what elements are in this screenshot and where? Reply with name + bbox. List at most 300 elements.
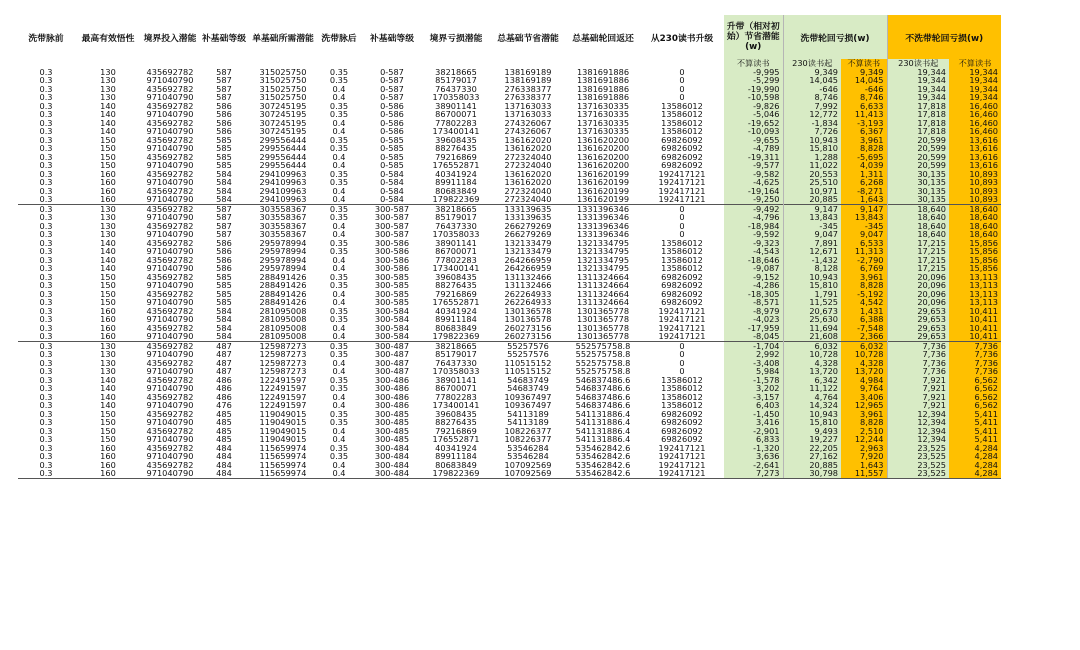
- table-cell: 131132466: [504, 281, 552, 290]
- table-cell: 137163033: [504, 110, 552, 119]
- table-cell: 22,205: [783, 444, 841, 453]
- table-cell: 0.4: [316, 469, 362, 478]
- table-cell: 0.35: [329, 281, 349, 290]
- table-cell: 0.3: [39, 238, 53, 247]
- table-cell: 38218665: [422, 204, 490, 213]
- table-cell: 192417121: [658, 332, 706, 341]
- table-cell: 262264933: [504, 289, 552, 298]
- table-cell: 131132466: [504, 272, 552, 281]
- table-cell: 295978994: [259, 255, 307, 264]
- table-cell: 79216869: [435, 426, 477, 435]
- table-cell: 89911184: [435, 315, 477, 324]
- table-cell: 266279269: [504, 221, 552, 230]
- table-cell: 546837486.6: [575, 392, 631, 401]
- table-cell: 107092569: [504, 460, 552, 469]
- table-cell: 0.3: [39, 443, 53, 452]
- table-cell: 0-586: [380, 110, 404, 119]
- table-cell: 138169189: [504, 76, 552, 85]
- table-cell: 130: [100, 350, 116, 359]
- table-cell: 10,728: [783, 350, 841, 359]
- table-cell: 20,553: [783, 170, 841, 179]
- table-cell: 69826092: [661, 272, 703, 281]
- table-cell: 13,113: [949, 281, 1001, 290]
- table-cell: 125987273: [259, 367, 307, 376]
- table-cell: 435692782: [142, 341, 198, 350]
- table-cell: 585: [216, 281, 232, 290]
- table-cell: 541131886.4: [575, 409, 631, 418]
- table-cell: 3,636: [724, 452, 783, 461]
- table-cell: 6,562: [949, 376, 1001, 385]
- table-cell: 1381691886: [576, 76, 630, 85]
- table-cell: 0.35: [329, 110, 349, 119]
- table-cell: 6,268: [841, 178, 887, 187]
- table-cell: 108226377: [504, 426, 552, 435]
- table-cell: 0.35: [329, 350, 349, 359]
- table-cell: 276338377: [504, 84, 552, 93]
- table-cell: 150: [100, 281, 116, 290]
- table-cell: 122491597: [259, 401, 307, 410]
- table-cell: 0.35: [329, 272, 349, 281]
- table-cell: 0-587: [380, 67, 404, 76]
- table-cell: 485: [216, 435, 232, 444]
- table-cell: 88276435: [435, 418, 477, 427]
- table-cell: 136162020: [504, 144, 552, 153]
- table-cell: 11,122: [783, 384, 841, 393]
- table-cell: 160: [100, 186, 116, 195]
- table-cell: 0.4: [332, 332, 346, 341]
- table-cell: 0.4: [332, 84, 346, 93]
- table-cell: 10,893: [949, 195, 1001, 204]
- table-cell: 130: [100, 221, 116, 230]
- table-cell: 300-586: [374, 264, 410, 273]
- table-cell: 288491426: [259, 289, 307, 298]
- table-cell: 260273156: [504, 323, 552, 332]
- table-cell: 5,411: [949, 410, 1001, 419]
- table-cell: 0.4: [332, 127, 346, 136]
- table-cell: 303558367: [259, 230, 307, 239]
- table-row: [18, 144, 1001, 153]
- table-cell: 16,460: [949, 127, 1001, 136]
- table-cell: 315025750: [259, 76, 307, 85]
- table-cell: 0.3: [39, 350, 53, 359]
- table-cell: 0: [679, 358, 685, 367]
- table-cell: 435692782: [146, 186, 194, 195]
- table-row: [18, 178, 1001, 187]
- table-cell: 300-587: [374, 213, 410, 222]
- table-cell: -9,826: [724, 102, 783, 111]
- table-cell: 122491597: [259, 384, 307, 393]
- table-cell: 19,344: [887, 93, 949, 102]
- table-cell: 6,388: [841, 315, 887, 324]
- table-cell: 160: [100, 306, 116, 315]
- table-cell: -10,093: [724, 127, 783, 136]
- table-cell: 0-584: [380, 178, 404, 187]
- table-cell: 140: [100, 375, 116, 384]
- table-cell: 130: [100, 84, 116, 93]
- table-cell: 13,113: [949, 273, 1001, 282]
- table-cell: 276338377: [504, 93, 552, 102]
- table-cell: 132133479: [504, 238, 552, 247]
- table-cell: 179822369: [432, 195, 480, 204]
- table-cell: 130136578: [504, 315, 552, 324]
- table-cell: 10,411: [949, 307, 1001, 316]
- table-cell: 487: [198, 341, 250, 350]
- table-cell: 6,562: [949, 401, 1001, 410]
- table-cell: 4,328: [783, 359, 841, 368]
- table-cell: 315025750: [259, 84, 307, 93]
- subheader-cell: 不算读书: [841, 59, 887, 68]
- table-cell: 27,162: [783, 452, 841, 461]
- table-cell: 19,227: [783, 435, 841, 444]
- table-cell: 586: [216, 238, 232, 247]
- table-cell: 0.3: [39, 332, 53, 341]
- table-cell: 0.3: [39, 306, 53, 315]
- table-cell: 0.35: [329, 418, 349, 427]
- table-cell: 14,045: [841, 76, 887, 85]
- table-cell: 30,135: [887, 187, 949, 196]
- table-cell: 0.3: [39, 435, 53, 444]
- table-cell: 0-584: [380, 169, 404, 178]
- table-cell: -1,834: [783, 119, 841, 128]
- table-cell: 69826092: [661, 152, 703, 161]
- table-cell: 971040790: [146, 315, 194, 324]
- table-cell: 585: [216, 144, 232, 153]
- table-cell: 140: [100, 247, 116, 256]
- table-cell: 9,147: [841, 204, 887, 213]
- table-cell: 1301365778: [576, 323, 630, 332]
- table-cell: 487: [216, 358, 232, 367]
- table-cell: 13586012: [661, 255, 703, 264]
- table-cell: 0.3: [39, 418, 53, 427]
- table-cell: 160: [100, 178, 116, 187]
- table-cell: 1331396346: [566, 204, 640, 213]
- subheader-cell: 不算读书: [949, 59, 1001, 68]
- table-cell: 6,367: [841, 127, 887, 136]
- table-cell: 140: [100, 392, 116, 401]
- table-cell: 54113189: [507, 409, 549, 418]
- table-cell: 0.3: [18, 204, 74, 213]
- table-cell: 192417121: [658, 452, 706, 461]
- table-cell: 140: [100, 401, 116, 410]
- table-cell: -5,192: [841, 290, 887, 299]
- table-cell: 0: [679, 367, 685, 376]
- table-cell: -5,046: [724, 110, 783, 119]
- table-cell: 300-487: [374, 358, 410, 367]
- table-cell: 13586012: [661, 101, 703, 110]
- table-cell: 3,406: [841, 393, 887, 402]
- table-cell: 69826092: [661, 298, 703, 307]
- table-cell: 77802283: [435, 255, 477, 264]
- table-cell: 20,885: [783, 195, 841, 204]
- table-cell: 17,215: [887, 239, 949, 248]
- table-cell: -3,157: [724, 393, 783, 402]
- table-cell: 25,510: [783, 178, 841, 187]
- table-cell: 6,833: [724, 435, 783, 444]
- table-cell: 15,856: [949, 239, 1001, 248]
- table-cell: 1311324664: [576, 281, 630, 290]
- table-cell: 0.3: [39, 118, 53, 127]
- table-cell: 13,113: [949, 290, 1001, 299]
- table-cell: 262264933: [504, 298, 552, 307]
- table-cell: 150: [100, 409, 116, 418]
- table-cell: 294109963: [259, 169, 307, 178]
- table-cell: 140: [100, 264, 116, 273]
- table-cell: 76437330: [435, 84, 477, 93]
- table-cell: -8,979: [724, 307, 783, 316]
- table-cell: 587: [216, 67, 232, 76]
- table-cell: 2,963: [841, 444, 887, 453]
- table-cell: 585: [216, 289, 232, 298]
- table-cell: 0.3: [39, 323, 53, 332]
- table-cell: 136162020: [504, 135, 552, 144]
- table-cell: 1,791: [783, 290, 841, 299]
- table-cell: 107092569: [490, 469, 566, 478]
- table-cell: 12,772: [783, 110, 841, 119]
- table-cell: 3,961: [841, 410, 887, 419]
- header-cell: 最高有效悟性: [81, 33, 135, 44]
- table-cell: -1,320: [724, 444, 783, 453]
- table-cell: 1331396346: [576, 230, 630, 239]
- table-cell: -9,995: [724, 68, 783, 77]
- table-cell: 86700071: [435, 384, 477, 393]
- table-cell: 176552871: [432, 435, 480, 444]
- table-cell: 77802283: [435, 392, 477, 401]
- table-cell: -10,598: [724, 93, 783, 102]
- table-cell: 552575758.8: [566, 341, 640, 350]
- table-cell: 971040790: [146, 76, 194, 85]
- table-cell: 1381691886: [576, 84, 630, 93]
- table-cell: 5,411: [949, 435, 1001, 444]
- table-cell: 11,525: [783, 298, 841, 307]
- table-cell: 300-584: [374, 306, 410, 315]
- table-row: [18, 247, 1001, 256]
- table-cell: 15,856: [949, 256, 1001, 265]
- table-cell: 300-587: [374, 221, 410, 230]
- table-cell: 0.35: [329, 144, 349, 153]
- table-row: [18, 230, 1001, 239]
- table-cell: -3,408: [724, 359, 783, 368]
- table-cell: 0.3: [39, 358, 53, 367]
- table-cell: 7,992: [783, 102, 841, 111]
- table-cell: 150: [100, 144, 116, 153]
- table-cell: 69826092: [661, 281, 703, 290]
- table-cell: 484: [216, 460, 232, 469]
- table-cell: 307245195: [259, 118, 307, 127]
- table-cell: 0.3: [39, 169, 53, 178]
- table-cell: 1321334795: [576, 264, 630, 273]
- table-cell: -18,305: [724, 290, 783, 299]
- table-cell: 435692782: [146, 426, 194, 435]
- table-row: [18, 239, 1001, 248]
- table-cell: 971040790: [146, 127, 194, 136]
- table-row: [18, 195, 1001, 204]
- table-cell: 281095008: [259, 332, 307, 341]
- table-cell: 0.3: [39, 460, 53, 469]
- table-cell: 0.3: [39, 289, 53, 298]
- table-cell: -345: [783, 222, 841, 231]
- table-cell: 584: [216, 195, 232, 204]
- table-cell: 971040790: [146, 367, 194, 376]
- table-cell: 0.3: [39, 401, 53, 410]
- table-cell: 0: [640, 341, 724, 350]
- table-cell: 4,284: [949, 444, 1001, 453]
- table-cell: 587: [216, 221, 232, 230]
- table-cell: 130: [100, 213, 116, 222]
- table-cell: 288491426: [259, 281, 307, 290]
- table-cell: 971040790: [146, 144, 194, 153]
- table-cell: 266279269: [504, 230, 552, 239]
- table-cell: 435692782: [146, 67, 194, 76]
- table-cell: 0.3: [39, 93, 53, 102]
- table-cell: 288491426: [259, 272, 307, 281]
- table-cell: 300-585: [374, 289, 410, 298]
- table-cell: 13,843: [783, 213, 841, 222]
- table-cell: 30,798: [783, 469, 841, 478]
- table-cell: 150: [100, 435, 116, 444]
- table-cell: 18,640: [887, 222, 949, 231]
- table-cell: 1,288: [783, 153, 841, 162]
- header-cell: 总基础轮回返还: [572, 33, 634, 44]
- table-row: [18, 93, 1001, 102]
- table-cell: 0.3: [39, 375, 53, 384]
- table-cell: 971040790: [146, 247, 194, 256]
- table-cell: 16,460: [949, 119, 1001, 128]
- table-cell: -9,323: [724, 239, 783, 248]
- table-cell: 192417121: [658, 178, 706, 187]
- table-cell: 0.4: [332, 435, 346, 444]
- table-cell: 274326067: [504, 118, 552, 127]
- table-cell: 1361620200: [576, 161, 630, 170]
- table-cell: 971040790: [146, 93, 194, 102]
- table-cell: -9,582: [724, 170, 783, 179]
- table-cell: 300-586: [374, 255, 410, 264]
- table-cell: 586: [216, 127, 232, 136]
- table-cell: 7,921: [887, 384, 949, 393]
- table-cell: 179822369: [432, 332, 480, 341]
- table-cell: 484: [198, 469, 250, 478]
- table-cell: 20,599: [887, 161, 949, 170]
- table-cell: 0.3: [39, 135, 53, 144]
- table-cell: -345: [841, 222, 887, 231]
- table-cell: 1321334795: [576, 247, 630, 256]
- table-cell: 0.4: [332, 93, 346, 102]
- table-cell: 85179017: [435, 76, 477, 85]
- table-cell: 587: [216, 93, 232, 102]
- table-cell: 486: [216, 375, 232, 384]
- table-cell: 300-586: [374, 238, 410, 247]
- table-cell: 76437330: [435, 358, 477, 367]
- table-cell: 192417121: [658, 169, 706, 178]
- table-cell: 0.3: [39, 144, 53, 153]
- table-cell: 9,349: [841, 68, 887, 77]
- table-cell: 150: [100, 289, 116, 298]
- table-cell: 8,828: [841, 418, 887, 427]
- table-cell: 17,215: [887, 247, 949, 256]
- table-cell: 294109963: [259, 195, 307, 204]
- table-row: [18, 187, 1001, 196]
- table-cell: 192417121: [640, 469, 724, 478]
- table-cell: 535462842.6: [566, 469, 640, 478]
- table-cell: 12,965: [841, 401, 887, 410]
- table-cell: 535462842.6: [575, 443, 631, 452]
- table-cell: 272324040: [504, 195, 552, 204]
- table-row: [18, 170, 1001, 179]
- table-cell: 435692782: [146, 358, 194, 367]
- table-cell: -5,695: [841, 153, 887, 162]
- table-cell: 0.3: [39, 67, 53, 76]
- table-cell: 20,599: [887, 144, 949, 153]
- table-cell: 0-587: [380, 93, 404, 102]
- table-cell: 8,746: [783, 93, 841, 102]
- table-row: [18, 68, 1001, 77]
- table-cell: -4,286: [724, 281, 783, 290]
- table-row: [18, 161, 1001, 170]
- table-cell: 0.3: [39, 264, 53, 273]
- table-cell: 0.3: [39, 230, 53, 239]
- table-cell: 587: [216, 213, 232, 222]
- table-cell: 6,633: [841, 102, 887, 111]
- table-cell: 1371630335: [576, 127, 630, 136]
- table-cell: 272324040: [504, 152, 552, 161]
- table-cell: 39608435: [435, 272, 477, 281]
- table-row: [18, 307, 1001, 316]
- table-row: [18, 461, 1001, 470]
- table-cell: 585: [216, 272, 232, 281]
- table-cell: 435692782: [146, 306, 194, 315]
- table-cell: 0.4: [332, 152, 346, 161]
- table-cell: 9,047: [783, 230, 841, 239]
- table-cell: 13586012: [661, 127, 703, 136]
- table-cell: 12,244: [841, 435, 887, 444]
- table-cell: 300-486: [374, 401, 410, 410]
- table-cell: 0.35: [329, 101, 349, 110]
- table-row: [18, 332, 1001, 341]
- table-cell: 69826092: [661, 435, 703, 444]
- table-cell: 1371630335: [576, 118, 630, 127]
- table-cell: 150: [100, 426, 116, 435]
- table-cell: -5,299: [724, 76, 783, 85]
- table-cell: 160: [100, 169, 116, 178]
- table-cell: 584: [216, 315, 232, 324]
- table-cell: 4,984: [841, 376, 887, 385]
- table-cell: 0-585: [380, 144, 404, 153]
- table-cell: 295978994: [259, 238, 307, 247]
- table-cell: 38218665: [422, 341, 490, 350]
- table-row: [18, 359, 1001, 368]
- table-cell: 160: [100, 323, 116, 332]
- table-cell: 7,736: [949, 367, 1001, 376]
- table-cell: 11,413: [841, 110, 887, 119]
- table-cell: 0: [679, 76, 685, 85]
- table-cell: 54113189: [507, 418, 549, 427]
- table-cell: 23,525: [887, 469, 949, 478]
- table-cell: 136162020: [504, 169, 552, 178]
- table-cell: 10,943: [783, 273, 841, 282]
- table-cell: 586: [216, 264, 232, 273]
- table-cell: -8,045: [724, 332, 783, 341]
- table-cell: -9,577: [724, 161, 783, 170]
- table-cell: 11,557: [841, 469, 887, 478]
- table-row: [18, 85, 1001, 94]
- table-cell: 300-485: [374, 418, 410, 427]
- table-row: [18, 298, 1001, 307]
- table-cell: 20,599: [887, 153, 949, 162]
- table-cell: 40341924: [435, 306, 477, 315]
- table-cell: 10,893: [949, 170, 1001, 179]
- table-cell: 0-584: [380, 186, 404, 195]
- table-cell: 0.3: [39, 247, 53, 256]
- table-cell: 0.3: [39, 152, 53, 161]
